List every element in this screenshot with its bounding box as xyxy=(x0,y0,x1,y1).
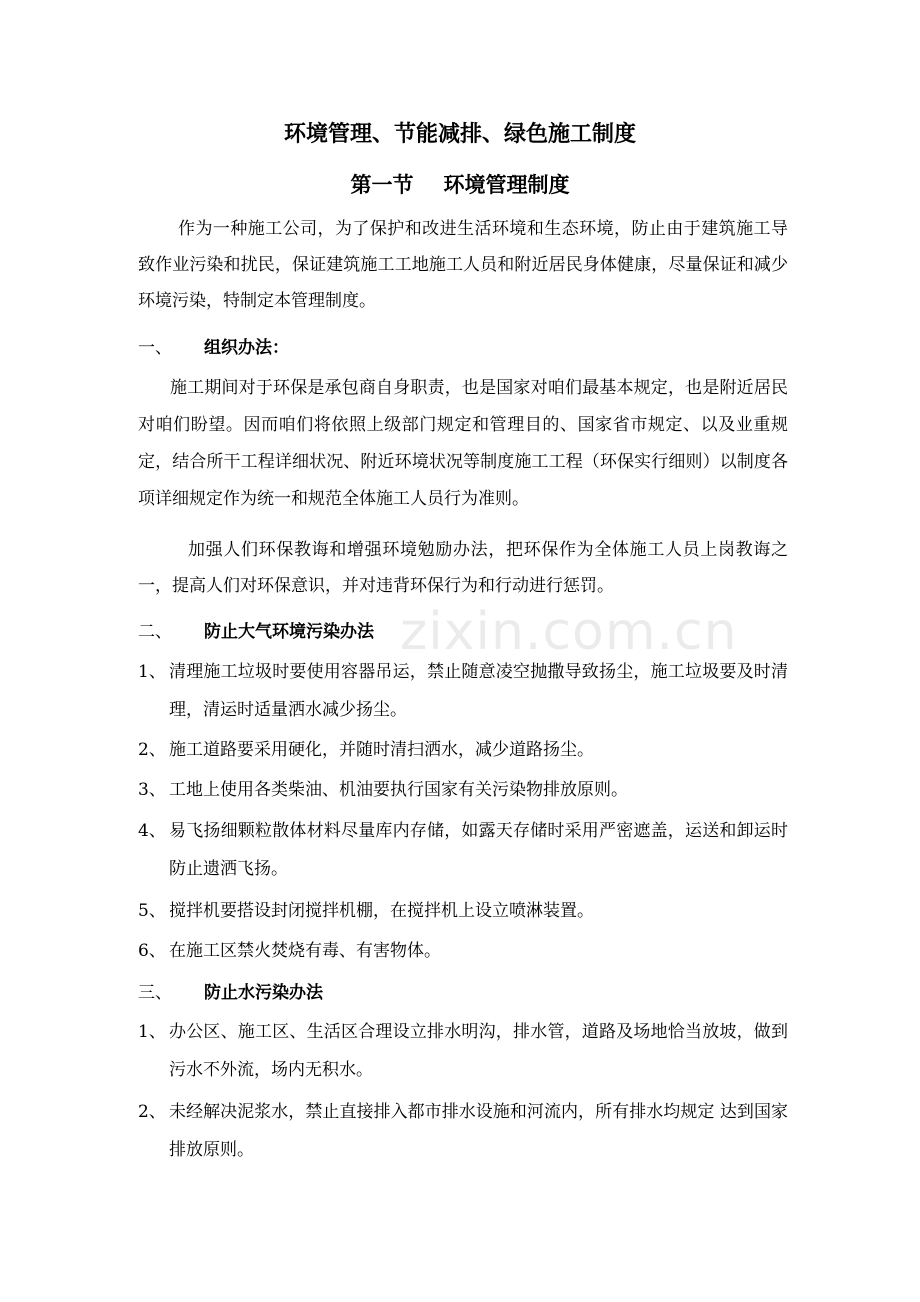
list-item-number: 2、 xyxy=(138,740,166,760)
list-item-text: 搅拌机要搭设封闭搅拌机棚，在搅拌机上设立喷淋装置。 xyxy=(169,901,594,921)
part3-heading xyxy=(138,978,323,1008)
part1-paragraph-2: 加强人们环保教诲和增强环境勉励办法，把环保作为全体施工人员上岗教诲之一，提高人们对环保意识，并对违背环保行为和行动进行惩罚。 xyxy=(138,540,788,596)
part1-heading-text: 组织办法： xyxy=(204,338,289,358)
list-item xyxy=(138,812,788,888)
list-item-number: 5、 xyxy=(138,901,166,921)
part2-heading-text: 防止大气环境污染办法 xyxy=(204,622,374,642)
list-item xyxy=(138,771,788,809)
list-item xyxy=(138,892,788,930)
watermark: zixin.com.cn xyxy=(400,602,738,662)
document-title: 环境管理、节能减排、绿色施工制度 xyxy=(283,122,636,147)
part1-number: 一、 xyxy=(138,338,172,358)
list-item-text: 易飞扬细颗粒散体材料尽量库内存储，如露天存储时采用严密遮盖，运送和卸运时防止遗洒飞扬。 xyxy=(169,821,788,879)
section-name: 环境管理制度 xyxy=(443,173,570,197)
section-label: 第一节 xyxy=(350,173,414,197)
part2-number: 二、 xyxy=(138,622,172,642)
part3-number: 三、 xyxy=(138,983,172,1003)
list-item-text: 在施工区禁火焚烧有毒、有害物体。 xyxy=(169,941,441,961)
list-item-text: 未经解决泥浆水，禁止直接排入都市排水设施和河流内，所有排水均规定 达到国家排放原则。 xyxy=(169,1102,788,1160)
list-item-text: 清理施工垃圾时要使用容器吊运，禁止随意凌空抛撒导致扬尘，施工垃圾要及时清理，清运时适量洒水减少扬尘。 xyxy=(169,662,788,720)
list-item xyxy=(138,932,788,970)
list-item-text: 施工道路要采用硬化，并随时清扫洒水，减少道路扬尘。 xyxy=(169,740,594,760)
list-item-number: 1、 xyxy=(138,1022,166,1042)
list-item xyxy=(138,653,788,729)
list-item-number: 1、 xyxy=(138,662,166,682)
list-item xyxy=(138,1093,788,1169)
part3-heading-text: 防止水污染办法 xyxy=(204,983,323,1003)
list-item-text: 办公区、施工区、生活区合理设立排水明沟，排水管，道路及场地恰当放坡，做到污水不外流，场内无积水。 xyxy=(169,1022,788,1080)
section-title xyxy=(0,170,920,200)
intro-paragraph: 作为一种施工公司，为了保护和改进生活环境和生态环境，防止由于建筑施工导致作业污染和扰民，保证建筑施工工地施工人员和附近居民身体健康，尽量保证和减少环境污染，特制定本管理制度。 xyxy=(138,219,788,311)
list-item-number: 3、 xyxy=(138,780,166,800)
list-item-number: 2、 xyxy=(138,1102,166,1122)
part1-paragraph-1: 施工期间对于环保是承包商自身职责，也是国家对咱们最基本规定，也是附近居民对咱们盼望。因而咱们将依照上级部门规定和管理目的、国家省市规定、以及业重规定，结合所干工程详细状况、附近环境状况等制度施工工程（环保实行细则）以制度各项详细规定作为统一和规范全体施工人员行为准则。 xyxy=(138,378,788,509)
part2-heading xyxy=(138,617,374,647)
list-item xyxy=(138,731,788,769)
list-item-text: 工地上使用各类柴油、机油要执行国家有关污染物排放原则。 xyxy=(169,780,628,800)
list-item-number: 6、 xyxy=(138,941,166,961)
list-item xyxy=(138,1013,788,1089)
list-item-number: 4、 xyxy=(138,821,166,841)
part1-heading xyxy=(138,333,289,363)
